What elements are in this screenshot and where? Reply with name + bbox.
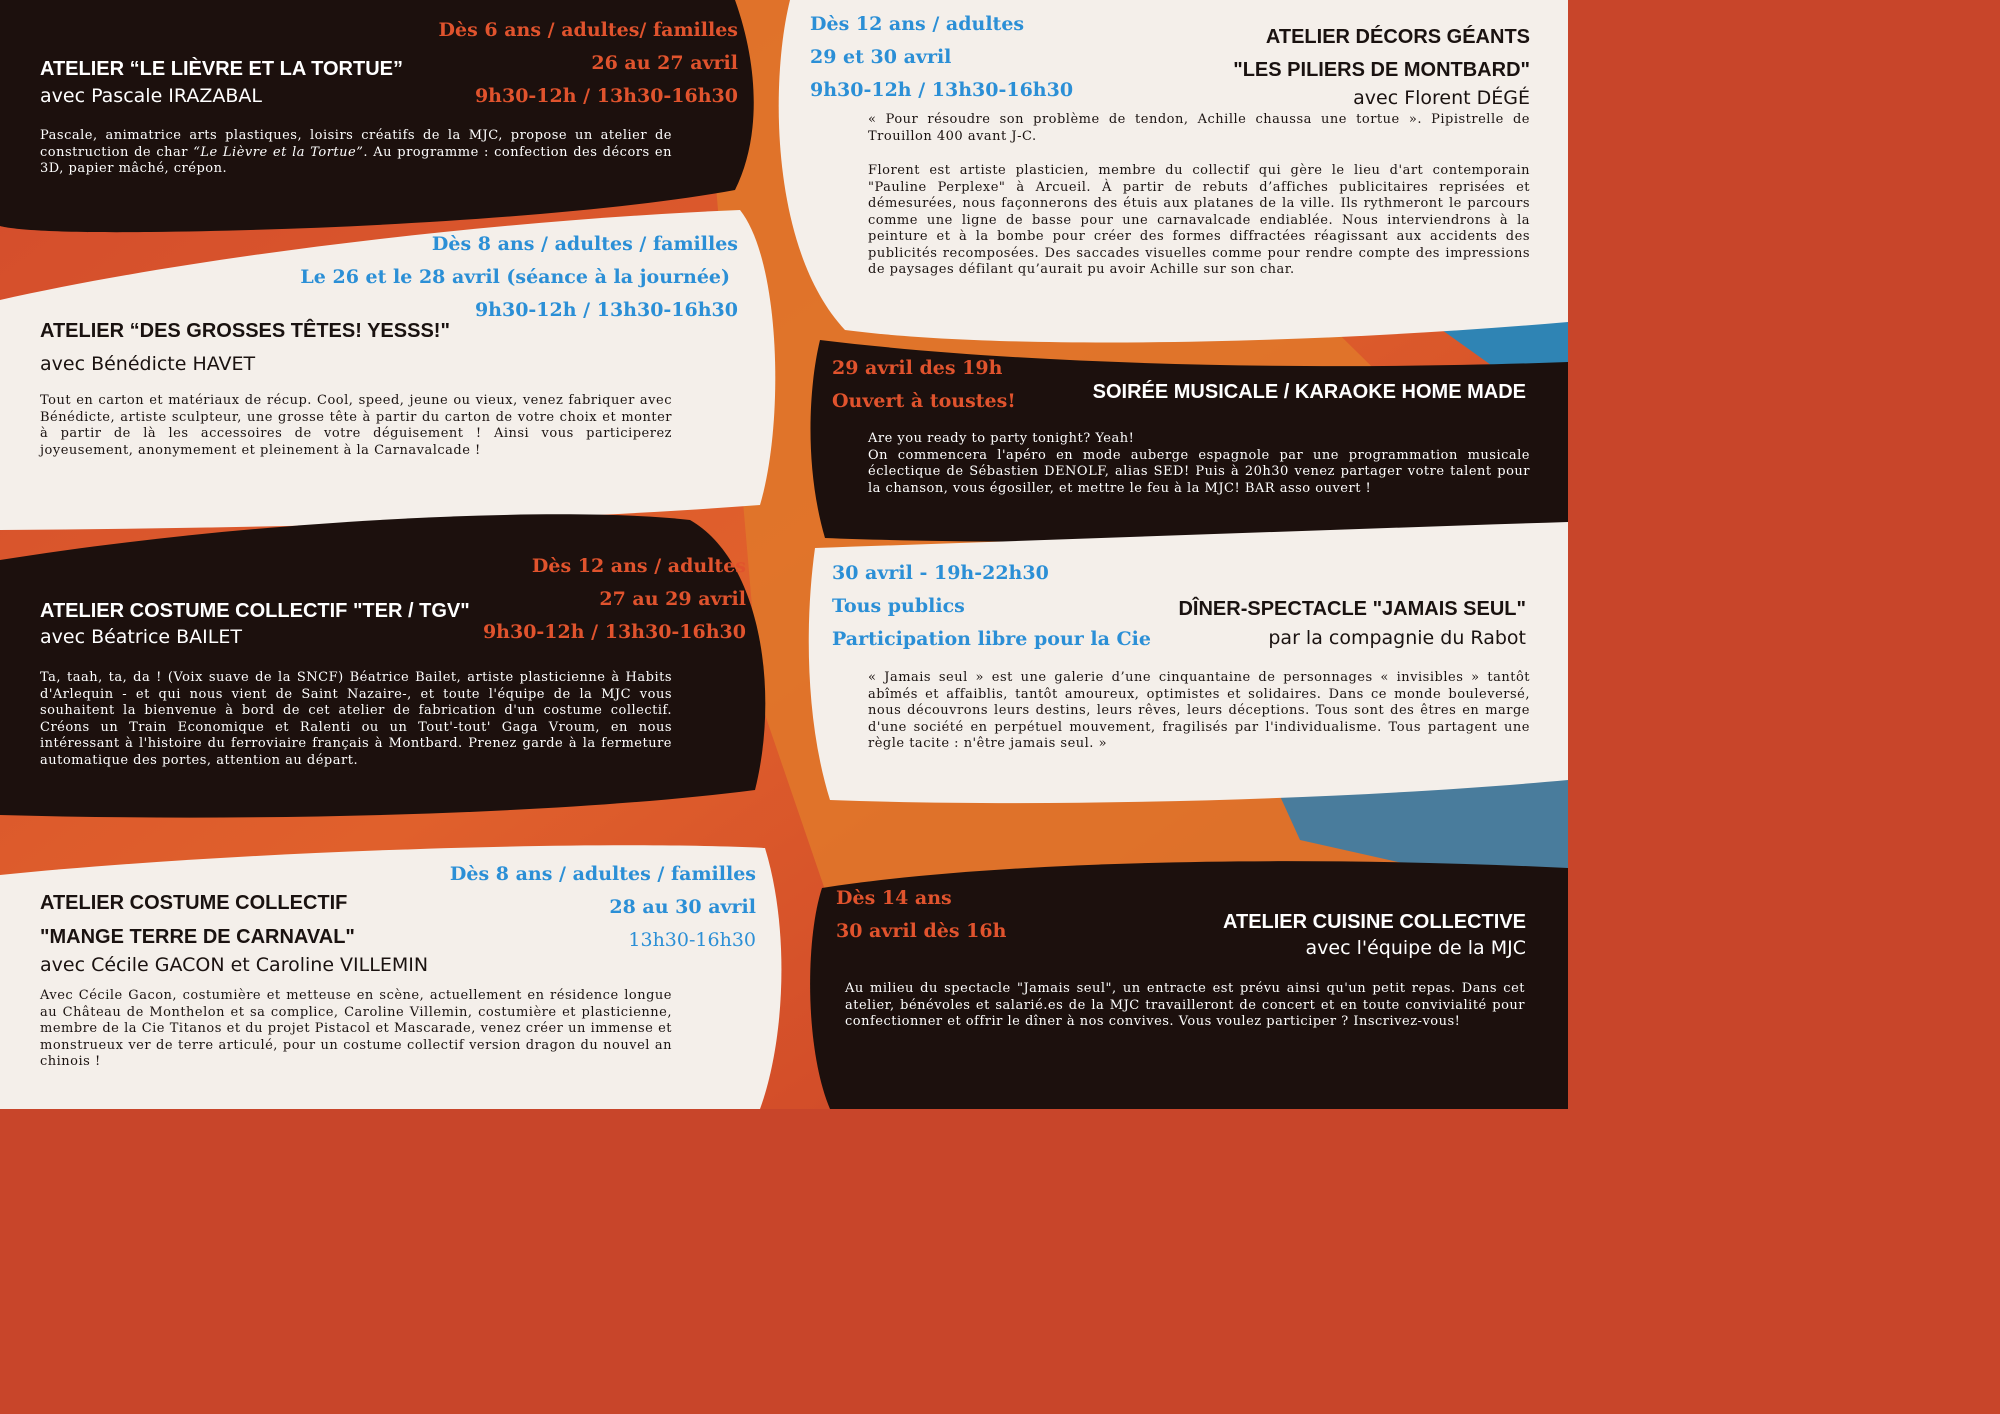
event-title: SOIRÉE MUSICALE / KARAOKE HOME MADE xyxy=(1092,381,1526,403)
event-meta xyxy=(300,228,738,327)
event-host: par la compagnie du Rabot xyxy=(1268,627,1526,649)
event-meta xyxy=(483,550,746,649)
event-dates: 30 avril - 19h-22h30 xyxy=(832,562,1049,584)
event-description: Avec Cécile Gacon, costumière et metteuse en scène, actuellement en résidence longue au Château de Monthelon et sa complice, Caroline Villemin, costumière et plasticienne, membre de la Cie Titanos et du projet Pistacol et Mascarade, venez créer un immense et monstrueux ver de terre articulé, pour un costume collectif version dragon du nouvel an chinois ! xyxy=(40,988,672,1069)
event-description: Are you ready to party tonight? Yeah! On commencera l'apéro en mode auberge espagnole par une programmation musicale éclectique de Sébastien DENOLF, alias SED! Puis à 20h30 venez partager votre talent pour la chanson, vous égosiller, et mettre le feu à la MJC! BAR asso ouvert ! xyxy=(868,431,1530,496)
event-host: avec l'équipe de la MJC xyxy=(1305,937,1526,959)
event-host: avec Béatrice BAILET xyxy=(40,626,242,648)
event-audience: Dès 8 ans / adultes / familles xyxy=(449,863,756,885)
event-meta xyxy=(832,557,1151,656)
event-title: ATELIER “DES GROSSES TÊTES! YESSS!" xyxy=(40,320,450,342)
event-audience: Ouvert à toustes! xyxy=(832,390,1016,412)
event-title: ATELIER “LE LIÈVRE ET LA TORTUE” xyxy=(40,58,403,80)
event-meta xyxy=(836,882,1006,948)
event-host: avec Florent DÉGÉ xyxy=(1353,87,1530,109)
event-title: ATELIER COSTUME COLLECTIF "TER / TGV" xyxy=(40,600,470,622)
event-dates: 29 et 30 avril xyxy=(810,46,952,68)
event-host: avec Cécile GACON et Caroline VILLEMIN xyxy=(40,954,429,976)
event-dates: 28 au 30 avril xyxy=(609,896,756,918)
event-hours: 9h30-12h / 13h30-16h30 xyxy=(482,621,746,643)
event-title-line-1: ATELIER COSTUME COLLECTIF xyxy=(40,892,348,914)
event-hours: 9h30-12h / 13h30-16h30 xyxy=(474,85,738,107)
event-audience: Dès 8 ans / adultes / familles xyxy=(431,233,738,255)
event-audience: Tous publics xyxy=(832,595,965,617)
event-audience: Dès 12 ans / adultes xyxy=(810,13,1025,35)
event-description: Ta, taah, ta, da ! (Voix suave de la SNCF) Béatrice Bailet, artiste plasticienne à Habits d'Arlequin - et qui nous vient de Saint Nazaire-, et toute l'équipe de la MJC vous souhaitent la bienvenue à bord de cet atelier de fabrication d'un costume collectif. Créons un Train Economique et Ralenti ou un Tout'-tout' Gaga Vroum, en nous intéressant à l'histoire du ferroviaire français à Montbard. Prenez garde à la fermeture automatique des portes, attention au départ. xyxy=(40,670,672,768)
event-host: avec Pascale IRAZABAL xyxy=(40,85,262,107)
event-description: Au milieu du spectacle "Jamais seul", un entracte est prévu ainsi qu'un petit repas. Dans cet atelier, bénévoles et salarié.es de la MJC travailleront de concert et en toute convivialité pour confectionner et offrir le dîner à nos convives. Vous voulez participer ? Inscrivez-vous! xyxy=(845,981,1525,1029)
event-host: avec Bénédicte HAVET xyxy=(40,353,256,375)
event-dates: Le 26 et le 28 avril (séance à la journée) xyxy=(300,266,730,288)
event-meta xyxy=(810,8,1073,107)
event-audience: Dès 12 ans / adultes xyxy=(531,555,746,577)
event-dates: 26 au 27 avril xyxy=(591,52,738,74)
event-audience: Dès 6 ans / adultes/ familles xyxy=(438,19,738,41)
event-meta xyxy=(832,352,1016,418)
event-description: Florent est artiste plasticien, membre du collectif qui gère le lieu d'art contemporain "Pauline Perplexe" à Arcueil. À partir de rebuts d’affiches publicitaires reprisées et démesurées, nous façonnerons des étuis aux platanes de la ville. Ils rythmeront le parcours comme une ligne de basse pour une carnavalcade endiablée. Nous interviendrons à la peinture et à la bombe pour créer des formes diffractées réagissant aux accidents des publicités recomposées. Des saccades visuelles comme pour rendre compte des impressions de paysages défilant qu’aurait pu avoir Achille sur son char. xyxy=(868,163,1530,277)
event-hours: 13h30-16h30 xyxy=(628,929,756,951)
event-audience: Dès 14 ans xyxy=(836,887,952,909)
event-price: Participation libre pour la Cie xyxy=(832,628,1151,650)
event-title-line-1: ATELIER DÉCORS GÉANTS xyxy=(1265,26,1530,48)
event-description: Tout en carton et matériaux de récup. Cool, speed, jeune ou vieux, venez fabriquer avec Bénédicte, artiste sculpteur, une grosse tête à partir du carton de votre choix et monter à partir de là les accessoires de votre déguisement ! Ainsi vous participerez joyeusement, anonymement et pleinement à la Carnavalcade ! xyxy=(40,393,672,458)
event-description: « Jamais seul » est une galerie d’une cinquantaine de personnages « invisibles » tantôt abîmés et affaiblis, tantôt amoureux, optimistes et solidaires. Dans ce monde bouleversé, nous découvrons leurs destins, leurs rêves, leurs déceptions. Tous sont des êtres en marge d'une société en perpétuel mouvement, fragilisés par l'individualisme. Tous partagent une règle tacite : n'être jamais seul. » xyxy=(868,670,1530,751)
event-dates: 27 au 29 avril xyxy=(599,588,746,610)
event-hours: 9h30-12h / 13h30-16h30 xyxy=(810,79,1074,101)
event-title-line-2: "MANGE TERRE DE CARNAVAL" xyxy=(40,926,355,948)
event-quote: « Pour résoudre son problème de tendon, Achille chaussa une tortue ». Pipistrelle de Trouillon 400 avant J-C. xyxy=(868,112,1530,144)
event-title: DÎNER-SPECTACLE "JAMAIS SEUL" xyxy=(1178,598,1526,620)
event-meta xyxy=(450,858,756,957)
event-dates: 30 avril dès 16h xyxy=(836,920,1007,942)
event-hours: 9h30-12h / 13h30-16h30 xyxy=(474,299,738,321)
event-dates: 29 avril des 19h xyxy=(832,357,1003,379)
event-description: Pascale, animatrice arts plastiques, loisirs créatifs de la MJC, propose un atelier de construction de char “Le Lièvre et la Tortue”. Au programme : confection des décors en 3D, papier mâché, crépon. xyxy=(40,128,672,176)
event-title: ATELIER CUISINE COLLECTIVE xyxy=(1223,911,1526,933)
event-meta xyxy=(439,14,738,113)
event-title-line-2: "LES PILIERS DE MONTBARD" xyxy=(1233,59,1530,81)
